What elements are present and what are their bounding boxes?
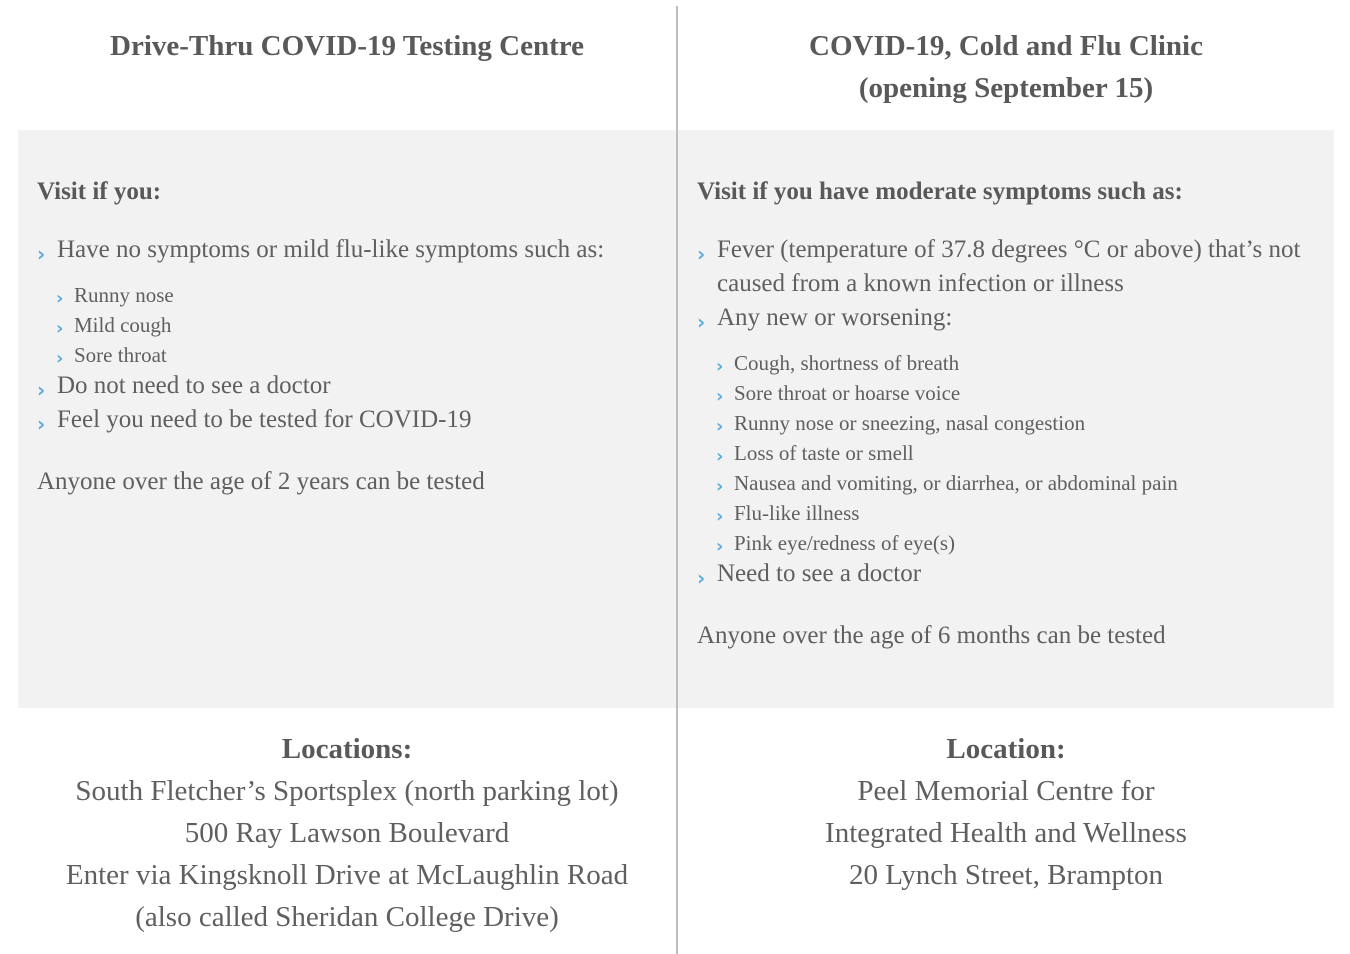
chevron-right-icon: › (37, 412, 46, 436)
sub-list-item: › Cough, shortness of breath (717, 348, 1327, 378)
chevron-right-icon: › (697, 566, 706, 590)
chevron-right-icon: › (716, 536, 724, 557)
locations-title: Locations: (281, 733, 413, 765)
list-item-text: Fever (temperature of 37.8 degrees °C or above) that’s not caused from a known infection or illness (717, 236, 1301, 297)
list-item-text: Do not need to see a doctor (57, 372, 331, 399)
list-item-text: Have no symptoms or mild flu-like symptoms such as: (57, 236, 605, 263)
right-criteria (697, 172, 1327, 653)
list-item (37, 233, 667, 370)
list-item (37, 403, 667, 437)
chevron-right-icon: › (716, 356, 724, 377)
sub-list-item: › Loss of taste or smell (717, 438, 1327, 468)
sub-list-item: › Flu-like illness (717, 498, 1327, 528)
address-line: 500 Ray Lawson Boulevard (184, 817, 510, 849)
chevron-right-icon: › (716, 446, 724, 467)
visit-title: Visit if you: (37, 178, 162, 205)
address-line: South Fletcher’s Sportsplex (north parking lot) (75, 775, 619, 807)
address-line: 20 Lynch Street, Brampton (848, 859, 1164, 891)
list-item (697, 301, 1327, 558)
right-heading (678, 25, 1334, 109)
chevron-right-icon: › (716, 506, 724, 527)
list-item-text: Feel you need to be tested for COVID-19 (57, 406, 472, 433)
chevron-right-icon: › (716, 386, 724, 407)
sub-list-item: › Nausea and vomiting, or diarrhea, or abdominal pain (717, 468, 1327, 498)
list-item (697, 557, 1327, 591)
sub-list-item: › Sore throat or hoarse voice (717, 378, 1327, 408)
age-note: Anyone over the age of 6 months can be tested (697, 622, 1166, 649)
right-location (678, 728, 1334, 896)
chevron-right-icon: › (716, 416, 724, 437)
sub-list-item: › Pink eye/redness of eye(s) (717, 528, 1327, 558)
criteria-list (697, 233, 1327, 591)
chevron-right-icon: › (56, 288, 64, 309)
address-line: Peel Memorial Centre for (857, 775, 1155, 807)
address-line: (also called Sheridan College Drive) (135, 901, 559, 933)
chevron-right-icon: › (56, 318, 64, 339)
left-locations (18, 728, 676, 938)
chevron-right-icon: › (37, 242, 46, 266)
list-item-text: Need to see a doctor (717, 560, 922, 587)
age-note: Anyone over the age of 2 years can be tested (37, 468, 485, 495)
sub-list-item: › Runny nose or sneezing, nasal congestion (717, 408, 1327, 438)
chevron-right-icon: › (697, 242, 706, 266)
sub-list-item: › Runny nose (57, 280, 667, 310)
sub-list-item: › Sore throat (57, 340, 667, 370)
left-heading-line: Drive-Thru COVID-19 Testing Centre (110, 30, 584, 62)
list-item (37, 369, 667, 403)
location-title: Location: (946, 733, 1066, 765)
visit-title: Visit if you have moderate symptoms such as: (697, 178, 1183, 205)
left-criteria (37, 172, 667, 499)
right-heading-line: COVID-19, Cold and Flu Clinic (809, 30, 1203, 62)
address-line: Enter via Kingsknoll Drive at McLaughlin Road (65, 859, 629, 891)
chevron-right-icon: › (716, 476, 724, 497)
criteria-list (37, 233, 667, 437)
chevron-right-icon: › (697, 310, 706, 334)
left-heading (18, 25, 676, 67)
address-line: Integrated Health and Wellness (825, 817, 1187, 849)
right-heading-line: (opening September 15) (858, 72, 1154, 104)
sub-list (717, 348, 1327, 558)
list-item (697, 233, 1307, 301)
sub-list (57, 280, 667, 370)
list-item-text: Any new or worsening: (717, 304, 953, 331)
sub-list-item: › Mild cough (57, 310, 667, 340)
chevron-right-icon: › (37, 378, 46, 402)
chevron-right-icon: › (56, 348, 64, 369)
